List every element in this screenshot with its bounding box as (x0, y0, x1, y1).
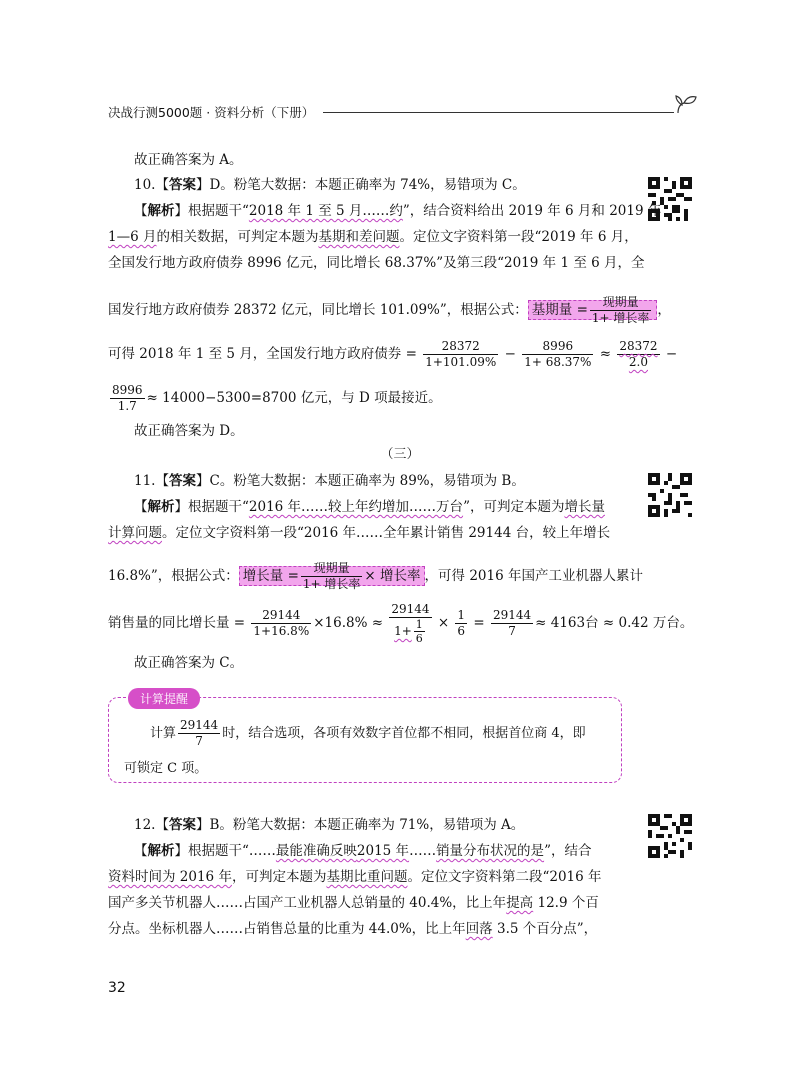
numerator: 1 (415, 618, 423, 631)
highlight-text: 1—6 月 (108, 229, 157, 245)
q10-answer-line (134, 175, 526, 195)
q10-analysis-line-2 (108, 227, 638, 247)
text: 根据题干“…… (188, 843, 276, 859)
running-header (108, 99, 698, 127)
highlight-text: 最能准确反映 (275, 843, 357, 859)
highlight-text: 2018 年 1 至 5 月……约 (248, 203, 403, 219)
denominator: 6 (457, 624, 466, 638)
q11-answer-word: 答案 (168, 473, 196, 489)
text: 销售量的同比增长量 = (108, 615, 246, 631)
fraction (522, 339, 593, 370)
highlight-text: 基期和差问题 (318, 229, 400, 245)
operator: ≈ (599, 346, 612, 362)
q11-final-answer: 故正确答案为 C。 (134, 655, 244, 671)
denominator: 1+ 增长率 (591, 311, 650, 325)
q11-analysis-line-3 (108, 556, 643, 596)
operator: − (504, 346, 516, 362)
fraction (178, 718, 220, 749)
highlight-text: 资料时间为 2016 年 (108, 869, 232, 885)
q10-analysis-line-4 (108, 290, 671, 330)
denominator: 1+16.8% (253, 624, 310, 638)
q12-answer-line (134, 815, 524, 835)
numerator: 现期量 (590, 295, 652, 311)
fraction (301, 561, 363, 592)
numerator: 29144 (492, 608, 532, 622)
text: …… (409, 843, 437, 859)
formula-lhs: 增长量 = (242, 568, 299, 584)
denominator: 6 (415, 632, 423, 645)
tip-line-2: 可锁定 C 项。 (124, 761, 208, 776)
sprout-icon (674, 93, 698, 115)
denominator-part: 1+ (394, 624, 412, 638)
q12-analysis-line-3 (108, 893, 599, 913)
fraction (455, 608, 467, 639)
fraction (590, 295, 652, 326)
q10-analysis-line-5 (108, 334, 677, 374)
text: 国产多关节机器人……占国产工业机器人总销量的 40.4%，比上年 (108, 895, 507, 911)
highlight-text: 2016 年……较上年约增加……万台 (248, 499, 464, 515)
q10-final-answer: 故正确答案为 D。 (134, 423, 244, 439)
text: ”，结合 (544, 843, 592, 859)
denominator: 7 (508, 624, 516, 638)
q11-answer-prefix: 11.【 (134, 473, 169, 489)
q11-analysis-line-1 (134, 497, 605, 517)
fraction (423, 339, 498, 370)
numerator: 1 (457, 608, 466, 622)
qr-code-icon[interactable] (648, 473, 692, 517)
q10-analysis-line-1 (134, 201, 661, 221)
highlight-text: 提高 (506, 895, 534, 911)
formula-lhs: 基期量 = (531, 302, 588, 318)
text: ， (657, 302, 671, 318)
page-number: 32 (108, 980, 126, 996)
text: ≈ 4163台 ≈ 0.42 万台。 (535, 615, 694, 631)
denominator: 7 (195, 734, 203, 748)
highlight-text: 基期比重问题 (326, 869, 408, 885)
q10-analysis-line-3: 全国发行地方政府债券 8996 亿元，同比增长 68.37%”及第三段“2019 年 1 至 6 月，全 (108, 255, 645, 271)
text: 根据题干“ (188, 203, 249, 219)
formula-box (239, 561, 425, 591)
book-title: 决战行测5000题 · 资料分析（下册） (108, 105, 315, 120)
q12-analysis-line-4 (108, 919, 597, 939)
highlight-text: 计算问题 (108, 525, 162, 541)
numerator: 29144 (180, 718, 219, 732)
q11-answer-rest: 】C。粉笔大数据：本题正确率为 89%，易错项为 B。 (195, 473, 525, 489)
numerator: 28372 (619, 339, 658, 353)
q10-analysis-word: 解析 (147, 203, 175, 219)
compound-denominator (389, 618, 431, 645)
fraction (110, 383, 145, 414)
formula-rhs: × 增长率 (364, 568, 421, 584)
text: 3.5 个百分点”， (492, 921, 598, 937)
text: 的相关数据，可判定本题为 (156, 229, 319, 245)
tip-line-1 (150, 716, 586, 752)
highlight-text: 增长量 (564, 499, 605, 515)
numerator: 28372 (423, 339, 498, 355)
calculation-tip-label: 计算提醒 (128, 688, 200, 709)
bracket-open: 【 (134, 499, 148, 515)
denominator: 1.7 (117, 399, 137, 413)
q11-analysis-line-2 (108, 523, 610, 543)
bracket-close: 】 (174, 843, 188, 859)
q12-analysis-line-2 (108, 867, 602, 887)
q12-analysis-word: 解析 (147, 843, 175, 859)
bracket-open: 【 (134, 843, 148, 859)
q10-answer-rest: 】D。粉笔大数据：本题正确率为 74%，易错项为 C。 (195, 177, 526, 193)
text: 时，结合选项，各项有效数字首位都不相同，根据首位商 4，即 (222, 726, 586, 741)
denominator: 2.0 (628, 355, 648, 369)
text: 分点。坐标机器人……占销售总量的比重为 44.0%，比上年 (108, 921, 466, 937)
q11-analysis-word: 解析 (147, 499, 175, 515)
q11-answer-line (134, 471, 525, 491)
q12-answer-prefix: 12.【 (134, 817, 169, 833)
text: 根据题干“ (188, 499, 249, 515)
numerator: 现期量 (301, 561, 363, 577)
denominator: 1+ 68.37% (524, 355, 592, 369)
text: 。定位文字资料第二段“2016 年 (407, 869, 602, 885)
denominator: 1+101.09% (425, 355, 497, 369)
qr-code-icon[interactable] (648, 814, 692, 858)
numerator: 8996 (522, 339, 593, 355)
formula-box (528, 295, 658, 325)
q12-answer-rest: 】B。粉笔大数据：本题正确率为 71%，易错项为 A。 (195, 817, 525, 833)
q10-answer-word: 答案 (168, 177, 196, 193)
highlight-text: 回落 (465, 921, 493, 937)
text: 。定位文字资料第一段“2016 年……全年累计销售 29144 台，较上年增长 (162, 525, 611, 541)
q10-answer-prefix: 10.【 (134, 177, 169, 193)
text: 。定位文字资料第一段“2019 年 6 月， (399, 229, 638, 245)
numerator: 29144 (391, 602, 430, 616)
operator: ×16.8% ≈ (313, 615, 384, 631)
operator: − (665, 346, 678, 362)
text: 16.8%”，根据公式： (108, 568, 239, 584)
text: ，可得 2016 年国产工业机器人累计 (424, 568, 643, 584)
q10-analysis-line-6 (108, 378, 442, 418)
intro-answer-line: 故正确答案为 A。 (134, 152, 243, 168)
text: ”，可判定本题为 (463, 499, 565, 515)
fraction (251, 608, 311, 639)
text: 国发行地方政府债券 28372 亿元，同比增长 101.09%”，根据公式： (108, 302, 528, 318)
denominator: 1+ 增长率 (302, 577, 361, 591)
highlight-text: 2015 年 (356, 843, 410, 859)
fraction (414, 618, 425, 645)
header-rule (323, 112, 674, 113)
bracket-close: 】 (174, 499, 188, 515)
q12-answer-word: 答案 (168, 817, 196, 833)
q11-analysis-line-4 (108, 602, 693, 645)
text: ≈ 14000−5300=8700 亿元，与 D 项最接近。 (146, 390, 442, 406)
fraction (389, 602, 431, 645)
text: ，可判定本题为 (231, 869, 327, 885)
q12-analysis-line-1 (134, 841, 591, 861)
text: ”，结合资料给出 2019 年 6 月和 2019 年 (402, 203, 662, 219)
bracket-open: 【 (134, 203, 148, 219)
section-title: （三） (380, 447, 420, 462)
fraction (617, 339, 659, 370)
bracket-close: 】 (174, 203, 188, 219)
text: 12.9 个百 (533, 895, 599, 911)
numerator: 29144 (251, 608, 311, 624)
operator: × (437, 615, 450, 631)
fraction (491, 608, 533, 639)
text: 可得 2018 年 1 至 5 月，全国发行地方政府债券 = (108, 346, 417, 362)
text: 计算 (150, 726, 177, 741)
highlight-text: 销量分布状况的是 (436, 843, 545, 859)
operator: = (473, 615, 485, 631)
numerator: 8996 (112, 383, 143, 397)
